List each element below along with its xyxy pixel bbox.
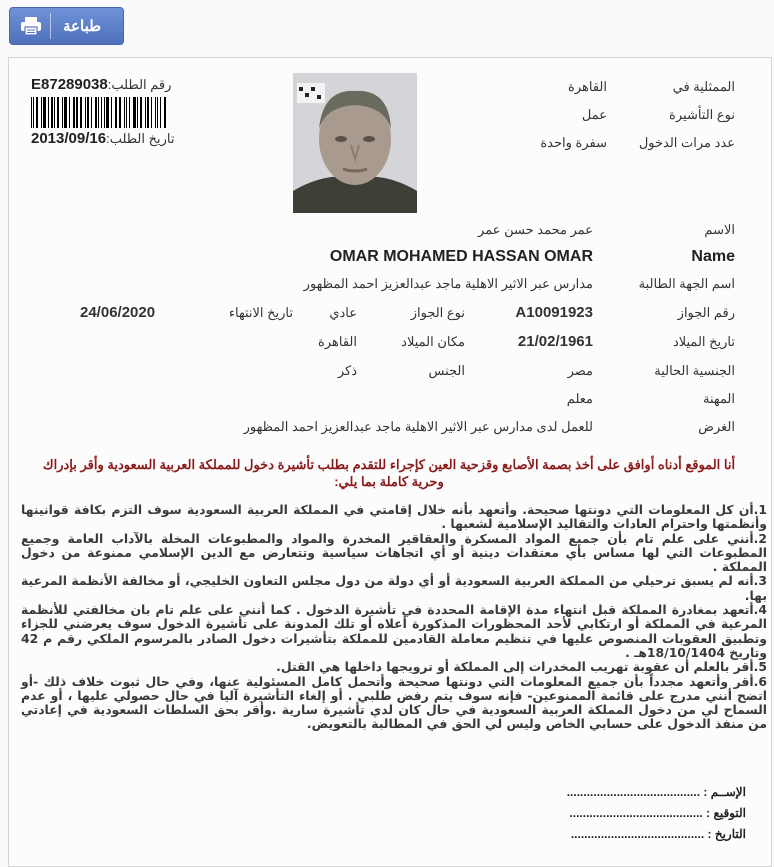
request-date: [31, 130, 174, 147]
barcode-bar: [33, 97, 34, 128]
term-item: 5.أقر بالعلم أن عقوبة تهريب المخدرات إلى المملكة أو ترويجها داخلها هي القتل.: [276, 659, 767, 675]
signature-sign-blank: ........................................: [569, 806, 703, 820]
barcode-bar: [43, 97, 46, 128]
barcode-bar: [155, 97, 157, 128]
signature-name-blank: ........................................: [566, 785, 701, 799]
nationality-label: الجنسية الحالية: [654, 363, 735, 378]
term-item: 1.أن كل المعلومات التي دونتها صحيحة. وأتعهد بأنه خلال إقامتي في المملكة العربية السعودية سوف التزم بكافة قوانينها وأنظمتها واحترام العادات والتقاليد الإسلامية لشعبها .: [21, 502, 767, 532]
declaration-terms: [21, 503, 767, 732]
declaration-heading: أنا الموقع أدناه أوافق على أخذ بصمة الأصابع وقزحية العين كإجراء للتقدم بطلب تأشيرة دخول للمملكة العربية السعودية وأقر بإدراك وحرية كاملة بما يلي:: [42, 457, 736, 489]
mission-label: الممثلية في: [672, 79, 735, 94]
term-item: 2.أنني على علم تام بأن جميع المواد المسكرة والعقاقير المخدرة والمواد والمطبوعات المخلة بالآداب العامة وجميع المطبوعات التي لها مساس بأي معتقدات دينية أو أي اتجاهات سياسية وتتعارض مع الدين الإسلامي ممنوعة من دخول المملكة .: [21, 530, 767, 575]
signature-sign-label: التوقيع :: [706, 806, 746, 820]
barcode-bar: [145, 97, 146, 128]
barcode-bar: [95, 97, 97, 128]
visa-type-value: عمل: [581, 107, 607, 122]
barcode-bar: [119, 97, 121, 128]
barcode-bar: [87, 97, 90, 128]
name-en-label: Name: [691, 248, 735, 265]
name-ar-label: الاسم: [704, 222, 735, 237]
barcode-bar: [140, 97, 143, 128]
barcode-bar: [157, 97, 158, 128]
purpose-label: الغرض: [698, 419, 735, 434]
barcode-bar: [101, 97, 102, 128]
signature-date-label: التاريخ :: [707, 827, 746, 841]
barcode-bar: [164, 97, 166, 128]
print-button[interactable]: [9, 7, 124, 45]
barcode-bar: [54, 97, 55, 128]
barcode-bar: [133, 97, 136, 128]
visa-application-card: [8, 57, 772, 867]
barcode-bar: [151, 97, 152, 128]
applicant-photo: [293, 73, 417, 213]
passport-no-value: A10091923: [515, 304, 593, 321]
passport-no-label: رقم الجواز: [677, 305, 735, 320]
barcode-bar: [115, 97, 116, 128]
barcode-bar: [104, 97, 105, 128]
signature-date-line: [571, 827, 746, 841]
barcode-bar: [116, 97, 117, 128]
barcode-bar: [85, 97, 86, 128]
birth-place-value: القاهرة: [318, 334, 357, 349]
nationality-value: مصر: [567, 363, 593, 378]
barcode-bar: [160, 97, 161, 128]
barcode-bar: [91, 97, 92, 128]
barcode-bar: [51, 97, 53, 128]
request-number-value: E87289038: [31, 76, 108, 93]
signature-date-blank: ........................................: [570, 827, 705, 841]
request-number: [31, 76, 171, 93]
printer-icon: [16, 13, 51, 39]
passport-type-label: نوع الجواز: [410, 305, 465, 320]
barcode-bar: [69, 97, 70, 128]
barcode-bar: [111, 97, 112, 128]
barcode-bar: [48, 97, 49, 128]
term-item: 4.أتعهد بمغادرة المملكة قبل انتهاء مدة الإقامة المحددة في تأشيرة الدخول . كما أنني على علم تام بان مخالفتي للأنظمة المرعية في المملكة أو ارتكابي لأحد المحظورات المذكورة أعلاه أو تلك المدونة على تأشيرة الدخول سوف يعرضني للجزاء وتطبيق العقوبات المنصوص عليها في تنظيم معاملة القادمين للمملكة بتأشيرات دخول الصادر بالمرسوم الملكي رقم م 42 وتاريخ 18/10/1404هـ .: [21, 602, 767, 660]
print-label: طباعة: [63, 18, 102, 35]
sponsor-value: مدارس عبر الاثير الاهلية ماجد عبدالعزيز احمد المظهور: [303, 276, 593, 291]
name-ar-value: عمر محمد حسن عمر: [478, 222, 593, 237]
barcode-bar: [126, 97, 127, 128]
profession-label: المهنة: [703, 391, 735, 406]
expiry-value: 24/06/2020: [80, 304, 156, 321]
barcode-bar: [36, 97, 39, 128]
sponsor-label: اسم الجهة الطالبة: [638, 276, 735, 291]
signature-name-line: [567, 785, 746, 799]
barcode-bar: [106, 97, 109, 128]
profession-value: معلم: [566, 391, 593, 406]
barcode-bar: [76, 97, 78, 128]
purpose-value: للعمل لدى مدارس عبر الاثير الاهلية ماجد عبدالعزيز احمد المظهور: [243, 419, 593, 434]
barcode-bar: [64, 97, 67, 128]
entries-label: عدد مرات الدخول: [638, 135, 735, 150]
barcode-bar: [31, 97, 32, 128]
barcode-bar: [41, 97, 42, 128]
name-en-value: OMAR MOHAMED HASSAN OMAR: [329, 248, 593, 265]
barcode-bar: [129, 97, 131, 128]
birth-date-value: 21/02/1961: [517, 333, 593, 350]
barcode-bar: [62, 97, 64, 128]
mission-value: القاهرة: [568, 79, 607, 94]
barcode-bar: [137, 97, 138, 128]
term-item: 6.أقر وأتعهد مجدداً بأن جميع المعلومات التي دونتها صحيحة وأتحمل كامل المسئولية عنها، وفي حال ثبوت خلاف ذلك -أو اتضح أنني مدرج على قائمة الممنوعين- فإنه سوف يتم رفض طلبي . أو إلغاء التأشيرة آليا في حال حصولي عليها ، أو عدم السماح لي من دخول المملكة العربية السعودية في حال كان لدي تأشيرة سارية .وأقر بحق السلطات السعودية في إعادتي من منفذ الدخول على حسابي الخاص وليس لي الحق في المطالبة بالتعويض.: [21, 673, 767, 732]
barcode-bar: [73, 97, 76, 128]
term-item: 3.أنه لم يسبق ترحيلي من المملكة العربية السعودية أو أي دولة من دول مجلس التعاون الخليجي، أو مخالفة الأنظمة المرعية بها.: [21, 573, 767, 603]
visa-type-label: نوع التأشيرة: [669, 107, 735, 122]
barcode-bar: [98, 97, 99, 128]
gender-label: الجنس: [428, 363, 465, 378]
signature-sign-line: [569, 806, 746, 820]
signature-name-label: الإســم :: [703, 785, 746, 799]
gender-value: ذكر: [337, 363, 357, 378]
expiry-label: تاريخ الانتهاء: [228, 305, 293, 320]
barcode-bar: [147, 97, 149, 128]
barcode-bar: [124, 97, 125, 128]
barcode: [31, 97, 167, 128]
birth-date-label: تاريخ الميلاد: [672, 334, 735, 349]
birth-place-label: مكان الميلاد: [401, 334, 465, 349]
barcode-bar: [80, 97, 82, 128]
request-number-label: رقم الطلب:: [107, 77, 172, 92]
entries-value: سفرة واحدة: [540, 135, 607, 150]
request-date-value: 2013/09/16: [31, 130, 107, 147]
passport-type-value: عادي: [329, 305, 357, 320]
barcode-bar: [57, 97, 59, 128]
request-date-label: تاريخ الطلب:: [106, 131, 175, 146]
